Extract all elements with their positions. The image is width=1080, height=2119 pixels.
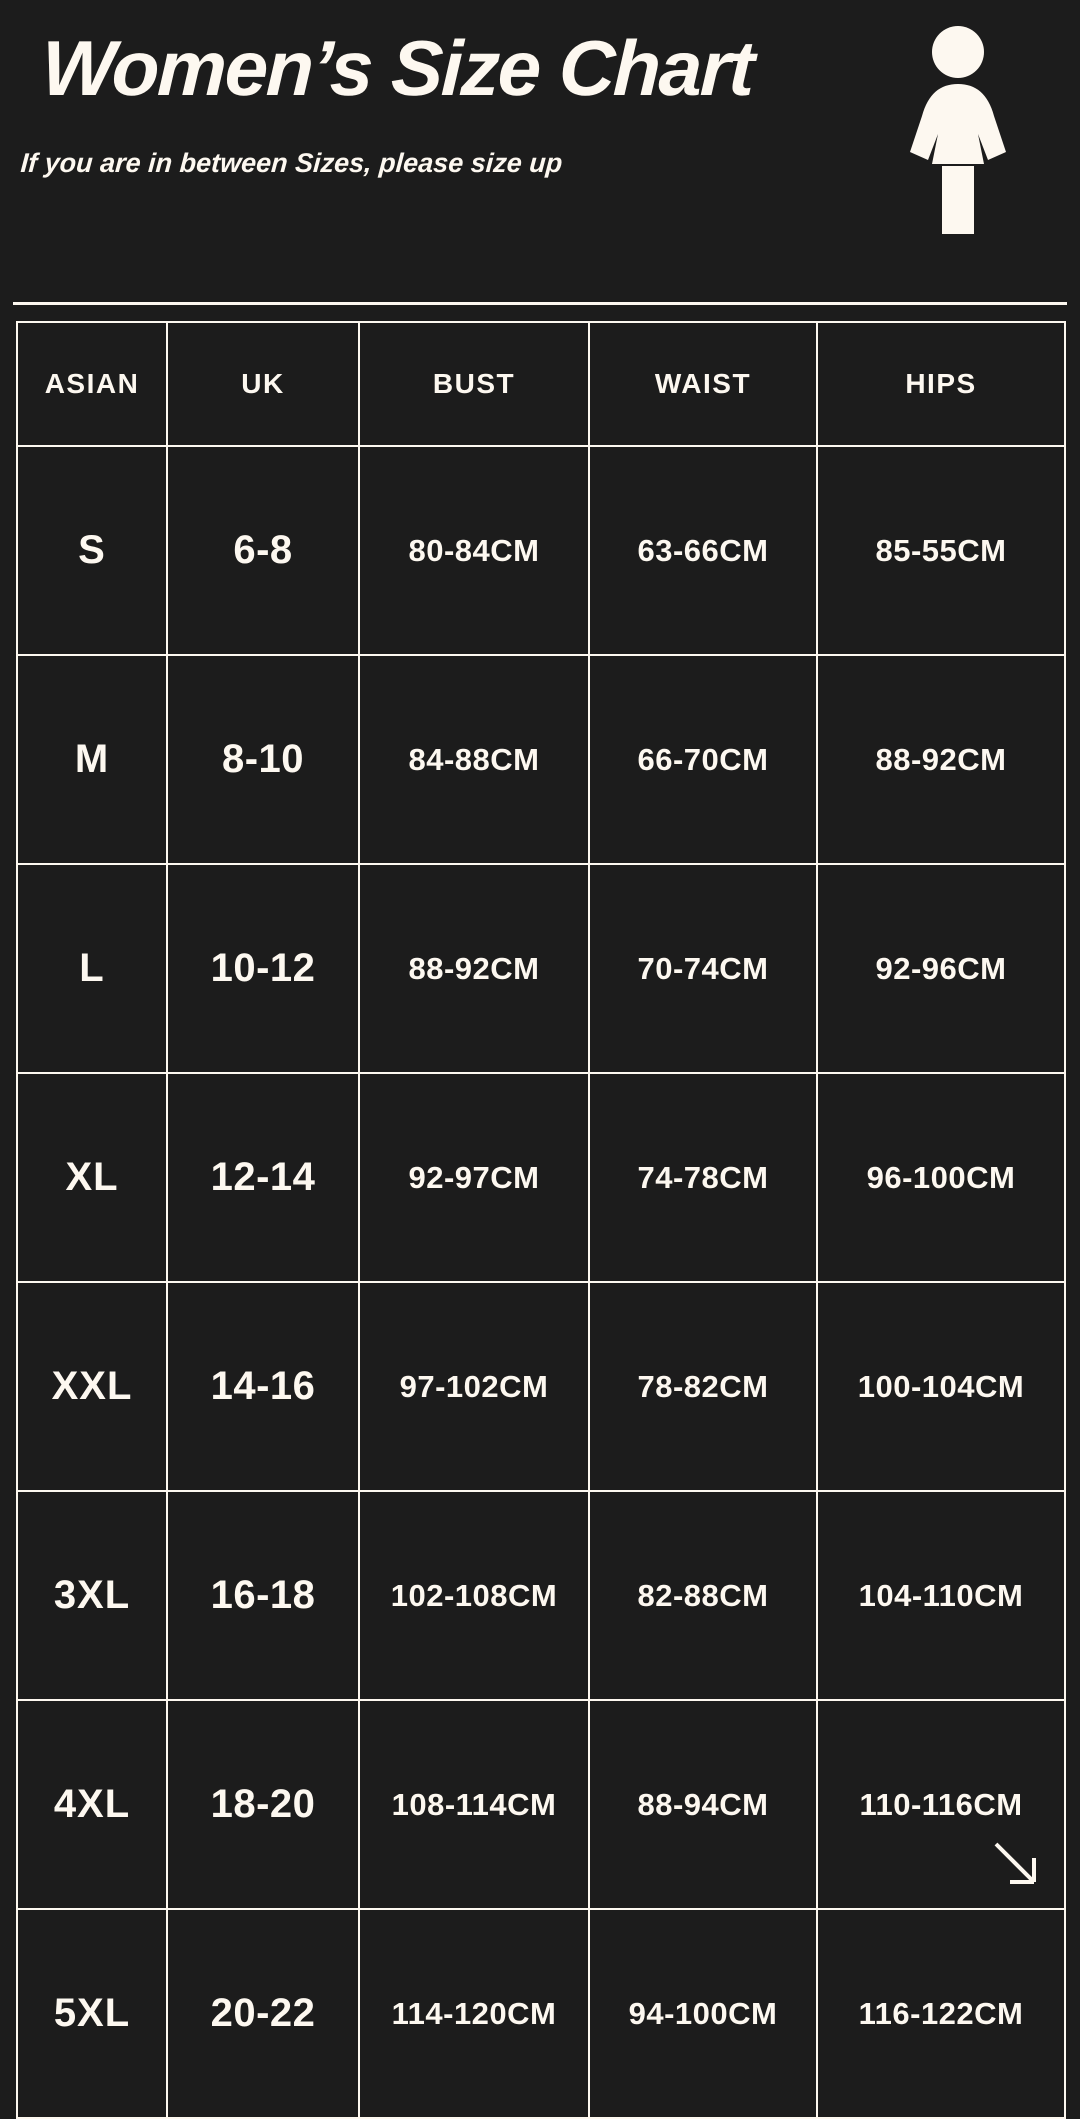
cell-asian: 3XL [17, 1491, 167, 1700]
table-row [17, 1073, 1065, 1282]
cell-uk: 12-14 [167, 1073, 359, 1282]
cell-waist: 94-100CM [589, 1909, 817, 2118]
column-header-asian: ASIAN [17, 322, 167, 446]
cell-uk: 10-12 [167, 864, 359, 1073]
cell-uk: 16-18 [167, 1491, 359, 1700]
cell-waist: 74-78CM [589, 1073, 817, 1282]
cell-hips: 104-110CM [817, 1491, 1065, 1700]
cell-hips: 88-92CM [817, 655, 1065, 864]
cell-uk: 18-20 [167, 1700, 359, 1909]
cell-asian: 5XL [17, 1909, 167, 2118]
cell-hips: 100-104CM [817, 1282, 1065, 1491]
cell-waist: 66-70CM [589, 655, 817, 864]
table-header [17, 322, 1065, 446]
table-row [17, 864, 1065, 1073]
cell-bust: 92-97CM [359, 1073, 589, 1282]
cell-waist: 82-88CM [589, 1491, 817, 1700]
cell-bust: 88-92CM [359, 864, 589, 1073]
cell-uk: 14-16 [167, 1282, 359, 1491]
page-title: Women’s Size Chart [40, 24, 755, 112]
page-header [0, 0, 1080, 290]
cell-hips: 116-122CM [817, 1909, 1065, 2118]
table-row [17, 1700, 1065, 1909]
cell-bust: 80-84CM [359, 446, 589, 655]
size-table-container [0, 305, 1080, 2119]
column-header-bust: BUST [359, 322, 589, 446]
cell-asian: XL [17, 1073, 167, 1282]
cell-hips: 96-100CM [817, 1073, 1065, 1282]
cell-uk: 20-22 [167, 1909, 359, 2118]
arrow-down-right-icon [990, 1838, 1044, 1892]
cell-uk: 8-10 [167, 655, 359, 864]
column-header-uk: UK [167, 322, 359, 446]
cell-waist: 70-74CM [589, 864, 817, 1073]
table-row [17, 446, 1065, 655]
cell-asian: S [17, 446, 167, 655]
table-body [17, 446, 1065, 2118]
cell-waist: 78-82CM [589, 1282, 817, 1491]
cell-asian: 4XL [17, 1700, 167, 1909]
table-row [17, 655, 1065, 864]
woman-figure-icon [888, 24, 1028, 234]
page-subtitle: If you are in between Sizes, please size up [19, 147, 564, 178]
column-header-waist: WAIST [589, 322, 817, 446]
size-table [16, 321, 1066, 2119]
cell-hips: 92-96CM [817, 864, 1065, 1073]
column-header-hips: HIPS [817, 322, 1065, 446]
table-row [17, 1282, 1065, 1491]
table-header-row [17, 322, 1065, 446]
cell-waist: 88-94CM [589, 1700, 817, 1909]
cell-bust: 97-102CM [359, 1282, 589, 1491]
cell-waist: 63-66CM [589, 446, 817, 655]
cell-hips: 85-55CM [817, 446, 1065, 655]
cell-uk: 6-8 [167, 446, 359, 655]
table-row [17, 1491, 1065, 1700]
cell-hips: 110-116CM [817, 1700, 1065, 1909]
cell-asian: M [17, 655, 167, 864]
cell-bust: 84-88CM [359, 655, 589, 864]
table-row [17, 1909, 1065, 2118]
cell-bust: 108-114CM [359, 1700, 589, 1909]
cell-asian: XXL [17, 1282, 167, 1491]
cell-bust: 114-120CM [359, 1909, 589, 2118]
cell-asian: L [17, 864, 167, 1073]
cell-bust: 102-108CM [359, 1491, 589, 1700]
